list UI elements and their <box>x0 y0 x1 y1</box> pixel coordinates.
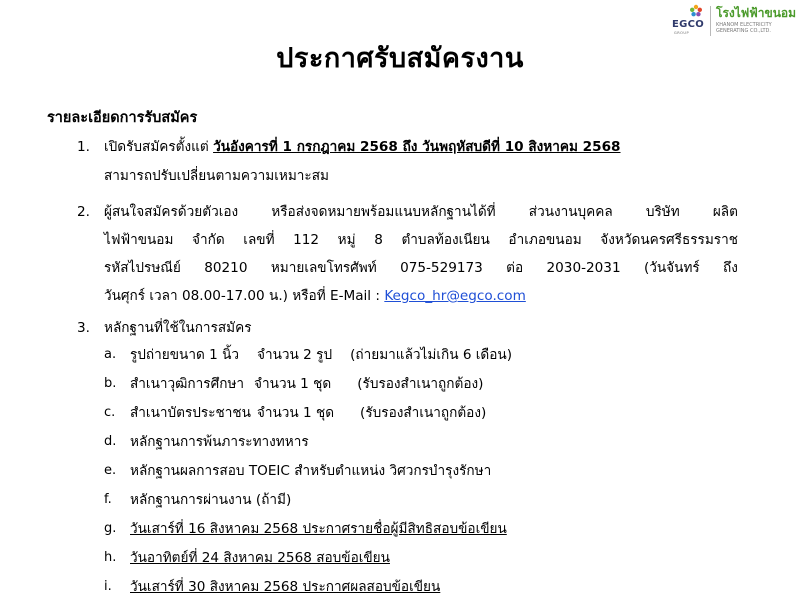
logo-thai-name: โรงไฟฟ้าขนอม <box>716 6 797 20</box>
subitem-text: สำเนาวุฒิการศึกษา <box>130 376 245 392</box>
logo-divider <box>710 6 711 36</box>
logo-egco-subtext: GROUP <box>674 31 690 35</box>
item-2-word: หรือส่งจดหมายพร้อมแนบหลักฐานได้ที่ <box>271 204 496 220</box>
item-2-word: ผลิต <box>712 204 738 220</box>
item-3-number: 3. <box>77 320 90 336</box>
item-2-word: หมายเลขโทรศัพท์ <box>270 260 377 276</box>
item-2-word: ต่อ <box>506 260 524 276</box>
subitem-e: หลักฐานผลการสอบ TOEIC สำหรับตำแหน่ง วิศวกรบำรุงรักษา <box>130 463 492 479</box>
subitem-i: วันเสาร์ที่ 30 สิงหาคม 2568 ประกาศผลสอบข้อเขียน <box>130 579 441 595</box>
company-logo <box>672 4 796 38</box>
item-2-hours-text: วันศุกร์ เวลา 08.00-17.00 น.) หรือที่ E-Mail : <box>104 288 385 304</box>
subitem-h: วันอาทิตย์ที่ 24 สิงหาคม 2568 สอบข้อเขียน <box>130 550 390 566</box>
subitem-text: รูปถ่ายขนาด 1 นิ้ว <box>130 347 240 363</box>
subitem-note: (รับรองสำเนาถูกต้อง) <box>360 405 487 421</box>
subitem-g: วันเสาร์ที่ 16 สิงหาคม 2568 ประกาศรายชื่อผู้มีสิทธิสอบข้อเขียน <box>130 521 507 537</box>
item-1-prefix: เปิดรับสมัครตั้งแต่ <box>104 139 214 155</box>
subitem-b <box>130 374 483 394</box>
page-title: ประกาศรับสมัครงาน <box>276 43 524 74</box>
logo-english-line-2: GENERATING CO.,LTD. <box>716 28 771 34</box>
subitem-a <box>130 345 512 365</box>
item-2-line-4 <box>104 286 526 306</box>
subitem-qty: จำนวน 2 รูป <box>257 347 333 363</box>
section-heading: รายละเอียดการรับสมัคร <box>47 110 198 126</box>
item-2-word: ถึง <box>723 260 738 276</box>
item-3-label: หลักฐานที่ใช้ในการสมัคร <box>104 320 252 336</box>
subitem-a-letter: a. <box>104 347 117 362</box>
item-2-line-1 <box>104 202 738 222</box>
item-2-word: 80210 <box>204 260 248 276</box>
item-2-word: 8 <box>374 232 383 248</box>
subitem-e-letter: e. <box>104 463 117 478</box>
item-2-word: จำกัด <box>192 232 225 248</box>
item-2-word: จังหวัดนครศรีธรรมราช <box>600 232 738 248</box>
subitem-b-letter: b. <box>104 376 117 391</box>
item-2-word: อำเภอขนอม <box>508 232 582 248</box>
logo-english-line-1: KHANOM ELECTRICITY <box>716 22 772 28</box>
subitem-c <box>130 403 486 423</box>
item-2-word: (วันจันทร์ <box>643 260 700 276</box>
item-2-number: 2. <box>77 204 90 220</box>
email-link[interactable]: Kegco_hr@egco.com <box>384 288 526 304</box>
item-1-line-2: สามารถปรับเปลี่ยนตามความเหมาะสม <box>104 168 329 184</box>
subitem-c-letter: c. <box>104 405 116 420</box>
logo-english-name <box>716 22 772 34</box>
item-2-word: เลขที่ <box>243 232 275 248</box>
subitem-i-letter: i. <box>104 579 112 594</box>
item-2-word: ไฟฟ้าขนอม <box>104 232 174 248</box>
subitem-g-letter: g. <box>104 521 117 536</box>
item-2-word: ส่วนงานบุคคล <box>528 204 613 220</box>
item-2-word: 075-529173 <box>400 260 483 276</box>
subitem-f: หลักฐานการผ่านงาน (ถ้ามี) <box>130 492 292 508</box>
item-2-word: รหัสไปรษณีย์ <box>104 260 181 276</box>
logo-egco-text: EGCO <box>672 19 705 30</box>
item-2-word: หมู่ <box>337 232 356 248</box>
item-2-word: ผู้สนใจสมัครด้วยตัวเอง <box>104 204 239 220</box>
subitem-d-letter: d. <box>104 434 117 449</box>
item-2-word: 112 <box>293 232 320 248</box>
item-2-line-2 <box>104 230 738 250</box>
subitem-note: (รับรองสำเนาถูกต้อง) <box>357 376 484 392</box>
subitem-note: (ถ่ายมาแล้วไม่เกิน 6 เดือน) <box>350 347 513 363</box>
subitem-d: หลักฐานการพ้นภาระทางทหาร <box>130 434 309 450</box>
subitem-qty: จำนวน 1 ชุด <box>254 376 332 392</box>
item-1-line-1 <box>104 137 621 157</box>
item-1-number: 1. <box>77 139 90 155</box>
subitem-qty: จำนวน 1 ชุด <box>256 405 335 421</box>
item-2-word: บริษัท <box>645 204 680 220</box>
item-1-dates: วันอังคารที่ 1 กรกฎาคม 2568 ถึง วันพฤหัสบดีที่ 10 สิงหาคม 2568 <box>213 139 621 155</box>
item-2-word: ตำบลท้องเนียน <box>401 232 490 248</box>
subitem-h-letter: h. <box>104 550 117 565</box>
subitem-text: สำเนาบัตรประชาชน <box>130 405 251 421</box>
subitem-f-letter: f. <box>104 492 112 507</box>
item-2-line-3 <box>104 258 738 278</box>
item-2-word: 2030-2031 <box>546 260 621 276</box>
